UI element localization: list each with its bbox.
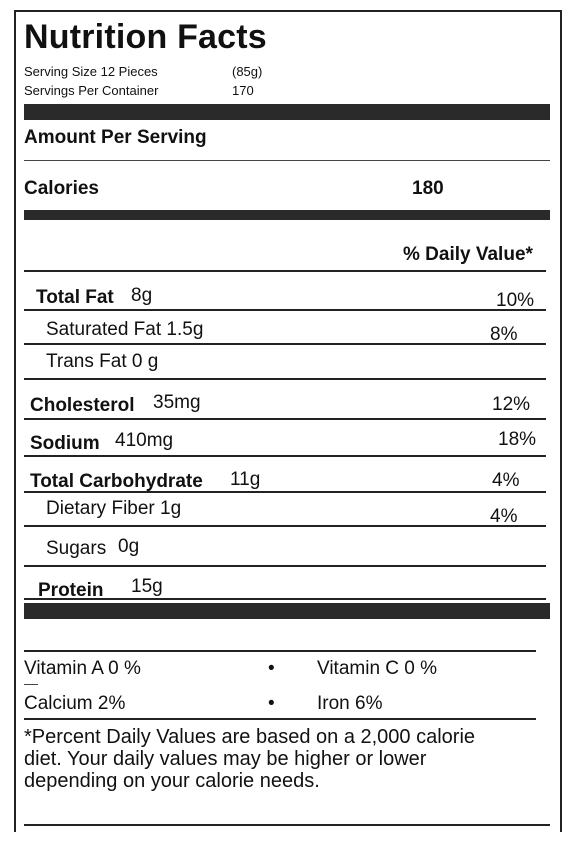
divider <box>24 343 546 345</box>
divider <box>24 270 546 272</box>
divider <box>24 455 546 457</box>
footnote-line-1: *Percent Daily Values are based on a 2,000 calorie <box>24 726 476 748</box>
thick-divider <box>24 603 550 619</box>
sugars-amount: 0g <box>118 536 140 557</box>
cholesterol-amount: 35mg <box>153 392 201 413</box>
footnote-line-2: diet. Your daily values may be higher or lower <box>24 748 427 770</box>
cholesterol-dv: 12% <box>492 394 531 415</box>
trans-fat-label: Trans Fat 0 g <box>46 351 159 372</box>
total-fat-amount: 8g <box>131 285 153 306</box>
total-carbohydrate-amount: 11g <box>230 469 261 490</box>
bullet-separator: • <box>268 658 275 679</box>
calories-label: Calories <box>24 178 99 199</box>
saturated-fat-label: Saturated Fat 1.5g <box>46 319 204 340</box>
thick-divider <box>24 104 550 120</box>
dietary-fiber-dv: 4% <box>490 506 518 527</box>
sugars-label: Sugars <box>46 538 107 559</box>
sodium-label: Sodium <box>30 433 100 454</box>
total-fat-label: Total Fat <box>36 287 114 308</box>
bottom-rule <box>24 824 550 826</box>
label-title: Nutrition Facts <box>24 18 267 56</box>
sodium-amount: 410mg <box>115 430 174 451</box>
servings-per-container-label: Servings Per Container <box>24 83 159 98</box>
sodium-dv: 18% <box>498 429 537 450</box>
divider <box>24 525 546 527</box>
servings-per-container-value: 170 <box>232 83 254 98</box>
saturated-fat-dv: 8% <box>490 324 518 345</box>
serving-size-grams: (85g) <box>232 64 263 79</box>
divider <box>24 684 38 685</box>
iron: Iron 6% <box>317 693 383 714</box>
cholesterol-label: Cholesterol <box>30 395 135 416</box>
calories-value: 180 <box>412 178 444 199</box>
vitamin-a: Vitamin A 0 % <box>24 658 141 679</box>
dietary-fiber-label: Dietary Fiber 1g <box>46 498 182 519</box>
amount-per-serving-heading: Amount Per Serving <box>24 127 207 148</box>
divider <box>24 718 536 720</box>
footnote-line-3: depending on your calorie needs. <box>24 770 320 792</box>
protein-label: Protein <box>38 580 104 601</box>
protein-amount: 15g <box>131 576 163 597</box>
bullet-separator: • <box>268 693 275 714</box>
total-carbohydrate-label: Total Carbohydrate <box>30 471 203 492</box>
divider <box>24 418 546 420</box>
divider <box>24 598 546 600</box>
divider <box>24 650 536 652</box>
divider <box>24 378 546 380</box>
daily-value-header: % Daily Value* <box>403 244 533 265</box>
calcium: Calcium 2% <box>24 693 126 714</box>
total-carbohydrate-dv: 4% <box>492 470 520 491</box>
divider <box>24 565 546 567</box>
vitamin-c: Vitamin C 0 % <box>317 658 438 679</box>
divider <box>24 160 550 161</box>
divider <box>24 491 546 493</box>
medium-divider <box>24 210 550 220</box>
total-fat-dv: 10% <box>496 290 535 311</box>
serving-size-label: Serving Size 12 Pieces <box>24 64 158 79</box>
divider <box>24 309 546 311</box>
